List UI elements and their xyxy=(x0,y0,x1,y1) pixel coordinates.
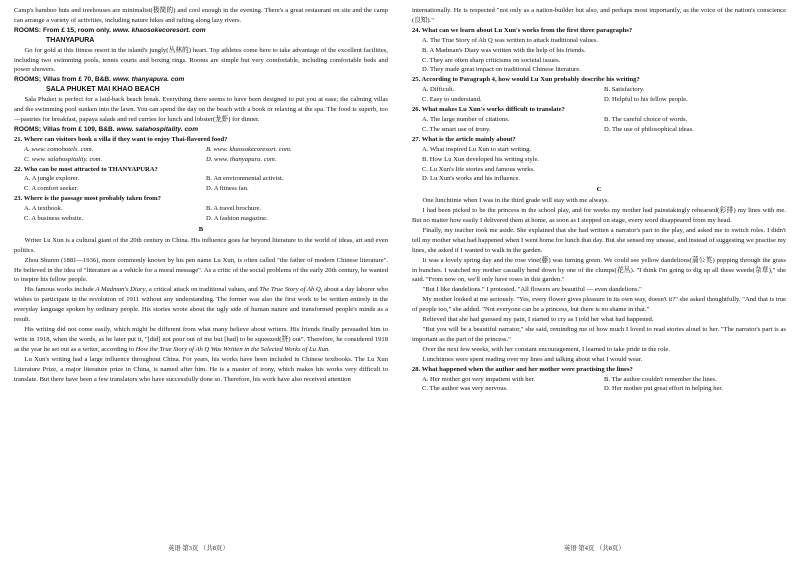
option-21d[interactable]: D. www. thanyapura. com. xyxy=(206,155,277,163)
left-page xyxy=(14,6,388,536)
option-25c[interactable]: C. Easy to understand. xyxy=(422,96,482,104)
question-26-options xyxy=(412,115,786,135)
b-paragraph-4: His writing did not come easily, which might be different from what many believe about writers. His friends finally persuaded him to write in 1918, when the words, as he later put it, "[did] not pour out of me but [had] to be squeezed(挤) out". Therefore, he considered 1918 as the year he set out as a writer, according to How the True Story of Ah Q Was Written in the Selected Works of Lu Xun. xyxy=(14,326,388,353)
option-26d[interactable]: D. The use of philosophical ideas. xyxy=(604,125,694,133)
hotel-title-sala: SALA PHUKET MAI KHAO BEACH xyxy=(46,86,160,94)
option-25a[interactable]: A. Difficult. xyxy=(422,86,455,94)
rooms-line-1: ROOMS: From £ 15, room only. www. khaosokecoresort. com xyxy=(14,26,206,34)
c-paragraph-2: I had been picked to be the princess in the school play, and for weeks my mother had painstakingly rehearsed(彩排) my lines with me. But no matter how easily I delivered them at home, as soon as I stepped on stage, every word disappeared from my head. xyxy=(412,207,786,225)
option-27b[interactable]: B. How Lu Xun developed his writing style. xyxy=(422,155,540,163)
option-26c[interactable]: C. The smart use of irony. xyxy=(422,125,491,133)
option-21b[interactable]: B. www. khaosokecoresort. com. xyxy=(206,145,292,153)
option-21c[interactable]: C. www. salahospitality. com. xyxy=(24,155,103,163)
b-paragraph-5: Lu Xun's writing had a large influence throughout China. For years, his works have been included in Chinese textbooks. The Lu Xun Literature Prize, a major literature prize in China, is named after him. He is a master of irony, which makes his works very difficult to translate. But there have been a few translators who have successfully done so. Therefore, his work have also received attention xyxy=(14,355,388,383)
hotel-title-thanyapura: THANYAPURA xyxy=(46,36,95,44)
b-paragraph-3: His famous works include A Madman's Diary, a critical attack on traditional values, and The True Story of Ah Q, about a day laborer who wishes to participate in the revolution of 1911 without any understanding. The former was also the first work to be written entirely in the everyday language spoken by ordinary people. His stories wrote about the ugly side of human nature and transformed people's minds as a result. xyxy=(14,286,388,324)
question-27-options xyxy=(412,145,786,185)
option-25d[interactable]: D. Helpful to his fellow people. xyxy=(604,96,688,104)
c-paragraph-7: Relieved that she had guessed my pain, I started to cry as I told her what had happened. xyxy=(422,316,654,324)
c-paragraph-4: It was a lovely spring day and the rose vine(藤) was turning green. We could see yellow dandelions(蒲公英) popping through the grass in bunches. I watched my mother casually bend down by one of the clumps(花丛). "I think I'm going to dig up all these weeds(杂草)," she said. "From now on, we'll only have roses in this garden." xyxy=(412,256,786,284)
question-22-options xyxy=(14,174,388,194)
option-27c[interactable]: C. Lu Xun's life stories and famous works. xyxy=(422,165,535,173)
option-24c[interactable]: C. They are often sharp criticisms on societal issues. xyxy=(422,56,561,64)
option-23a[interactable]: A. A textbook. xyxy=(24,205,63,213)
option-22c[interactable]: C. A comfort seeker. xyxy=(24,185,79,193)
c-paragraph-8: "But you will be a beautiful narrator," she said, reminding me of how much I loved to read stories aloud to her. "The narrator's part is as important as the part of the princess." xyxy=(412,326,786,343)
option-28c[interactable]: C. The author was very nervous. xyxy=(422,385,508,393)
question-23: 23. Where is the passage most probably taken from? xyxy=(14,195,161,203)
option-27d[interactable]: D. Lu Xun's works and his influence. xyxy=(422,175,521,183)
option-28a[interactable]: A. Her mother got very impatient with her. xyxy=(422,375,535,383)
question-21: 21. Where can visitors book a villa if they want to enjoy Thai-flavored food? xyxy=(14,135,228,143)
c-paragraph-6: My mother looked at me seriously. "Yes, every flower gives pleasure in its own way, doesn't it?" she asked thoughtfully. "And that is true of people too," she added. "Not everyone can be a princess, but there is no shame in that." xyxy=(412,296,786,314)
option-24a[interactable]: A. The True Story of Ah Q was written to attack traditional values. xyxy=(422,36,599,44)
question-23-options xyxy=(14,204,388,224)
c-paragraph-5: "But I like dandelions." I protested. "All flowers are beautiful — even dandelions." xyxy=(422,286,642,294)
option-22b[interactable]: B. An environmental activist. xyxy=(206,175,284,183)
c-paragraph-10: Lunchtimes were spent reading over my lines and talking about what I would wear. xyxy=(422,355,643,363)
question-28: 28. What happened when the author and her mother were practising the lines? xyxy=(412,365,633,373)
b-paragraph-2: Zhou Shuren (1881—1936), more commonly known by his pen name Lu Xun, is often called "the father of modern Chinese literature". He believed in the idea of "literature as a vehicle for a moral message". As a critic of the social problems of the early 20th century, he wanted to inspire his fellow people. xyxy=(14,256,388,284)
question-26: 26. What makes Lu Xun's works difficult to translate? xyxy=(412,106,565,114)
question-24-options xyxy=(412,36,786,76)
option-24d[interactable]: D. They made great impact on traditional Chinese literature. xyxy=(422,66,581,74)
thanyapura-paragraph: Go for gold at this fitness resort in the island's jungly(丛林的) heart. Top athletes come here to take advantage of the excellent facilities, including two swimming pools, tennis courts and boxing rings. Rooms are simple but very comfortable, including comfortable beds and power showers. xyxy=(14,46,388,74)
question-25-options xyxy=(412,85,786,105)
option-27a[interactable]: A. What inspired Lu Xun to start writing. xyxy=(422,145,532,153)
option-26a[interactable]: A. The large number of citations. xyxy=(422,115,510,123)
section-b-heading: B xyxy=(198,225,204,233)
rooms-url-3: www. salahospitality. com xyxy=(116,125,199,133)
option-21a[interactable]: A. www. comohotels. com. xyxy=(24,145,94,153)
question-28-options xyxy=(412,375,786,395)
option-25b[interactable]: B. Satisfactory. xyxy=(604,86,645,94)
option-22a[interactable]: A. A jungle explorer. xyxy=(24,175,80,183)
sala-paragraph: Sala Phuket is perfect for a laid-back beach break. Everything there seems to have been designed to put you at ease; the calming villas and the swimming pool sunken into the lawn. You can spend the day on the beach with a book or relaxing at the spa. The food is superb, too—pastries for breakfast, papaya salads and red curries for lunch and lobster(龙虾) for dinner. xyxy=(14,96,388,123)
option-28b[interactable]: B. The author couldn't remember the lines. xyxy=(604,375,717,383)
question-21-options xyxy=(14,145,388,165)
option-24b[interactable]: B. A Madman's Diary was written with the help of his friends. xyxy=(422,46,586,54)
question-24: 24. What can we learn about Lu Xun's works from the first three paragraphs? xyxy=(412,26,633,34)
question-27: 27. What is the article mainly about? xyxy=(412,135,516,143)
rooms-line-2: ROOMS; Villas from £ 70, B&B. www. thanyapura. com xyxy=(14,76,185,84)
option-26b[interactable]: B. The careful choice of words. xyxy=(604,115,688,123)
section-c-heading: C xyxy=(596,186,602,194)
page-footer-left: 英语 第3页 （共8页） xyxy=(168,545,229,552)
intro-paragraph: Camp's bamboo huts and treehouses are minimalist(极简的) and cool enough in the evening. There's a great restaurant on site and the camp can arrange a variety of activities, including nature hikes and rafting along lazy rivers. xyxy=(14,7,388,24)
c-paragraph-3: Finally, my teacher took me aside. She explained that she had written a narrator's part to the play, and asked me to switch roles. I didn't tell my mother what had happened when I went home for lunch that day. But she sensed my unease, and instead of suggesting we practise my lines, she asked if I wanted to walk in the garden. xyxy=(412,226,786,254)
c-paragraph-1: One lunchtime when I was in the third grade will stay with me always. xyxy=(422,197,609,205)
rooms-url-2: www. thanyapura. com xyxy=(112,76,185,84)
title-true-story-ah-q: The True Story of Ah Q xyxy=(259,286,321,294)
option-23c[interactable]: C. A business website. xyxy=(24,215,84,223)
title-madmans-diary: A Madman's Diary xyxy=(95,286,146,294)
c-paragraph-9: Over the next few weeks, with her constant encouragement, I learned to take pride in the role. xyxy=(422,345,670,353)
option-23b[interactable]: B. A travel brochure. xyxy=(206,205,262,213)
right-page xyxy=(412,6,786,536)
b-paragraph-continued: internationally. He is respected "not only as a nation-builder but also, and perhaps most importantly, as the voice of the nation's conscience (良知)." xyxy=(412,7,786,24)
title-how-written: How the True Story of Ah Q Was Written in the Selected Works of Lu Xun. xyxy=(135,345,330,353)
question-22: 22. Who can be most attracted to THANYAPURA? xyxy=(14,165,158,173)
question-25: 25. According to Paragraph 4, how would Lu Xun probably describe his writing? xyxy=(412,76,640,84)
option-23d[interactable]: D. A fashion magazine. xyxy=(206,215,268,223)
option-22d[interactable]: D. A fitness fan. xyxy=(206,185,249,193)
rooms-url-1: www. khaosokecoresort. com xyxy=(112,26,206,34)
page-footer-right: 英语 第4页 （共8页） xyxy=(564,545,625,552)
b-paragraph-1: Writer Lu Xun is a cultural giant of the 20th century in China. His influence goes far beyond literature to the world of ideas, art and even politics. xyxy=(14,236,388,254)
rooms-line-3: ROOMS; Villas from £ 109, B&B. www. salahospitality. com xyxy=(14,125,199,133)
option-28d[interactable]: D. Her mother put great effort in helping her. xyxy=(604,385,723,393)
